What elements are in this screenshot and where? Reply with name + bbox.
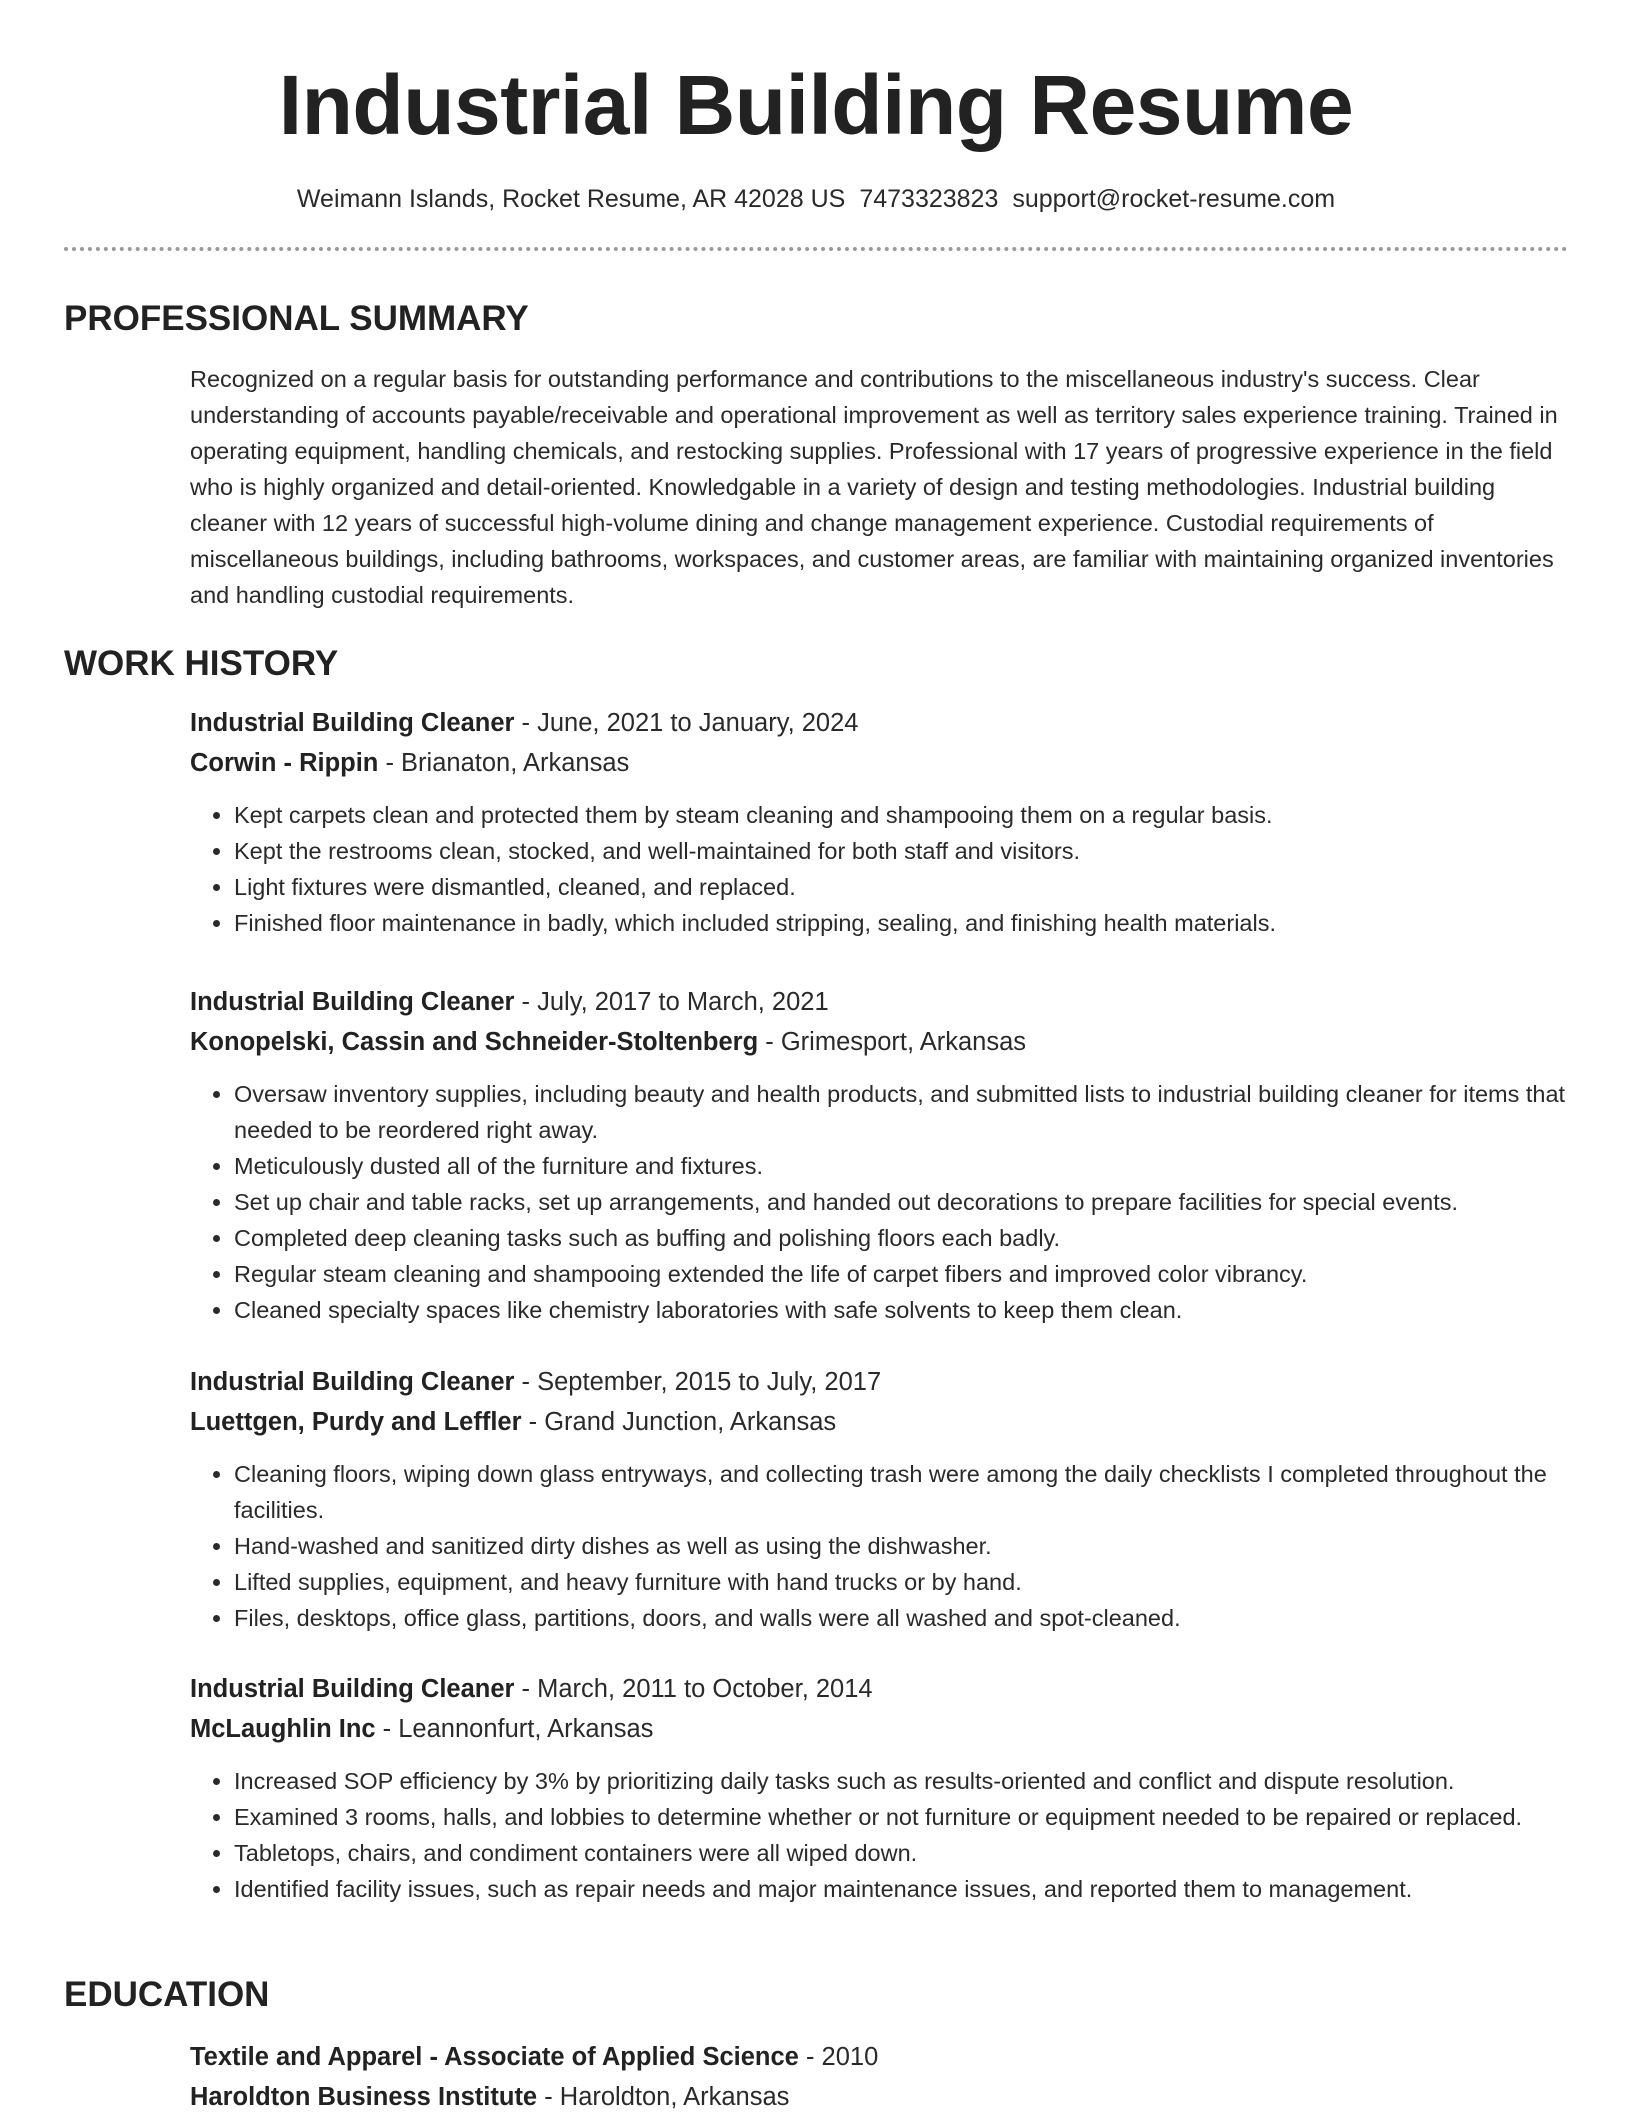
contact-email: support@rocket-resume.com	[1012, 185, 1336, 213]
job-bullet: • Oversaw inventory supplies, including beauty and health products, and submitted lists to industrial building cleaner for items that needed to be reordered right away.	[234, 1076, 1568, 1148]
education-location: - Haroldton, Arkansas	[537, 2083, 790, 2111]
contact-address: Weimann Islands, Rocket Resume, AR 42028 US	[296, 185, 846, 213]
job-role: Industrial Building Cleaner	[190, 1368, 515, 1396]
contact-phone: 7473323823	[859, 185, 999, 213]
job-entry	[190, 982, 1568, 1328]
job-role: Industrial Building Cleaner	[190, 1675, 515, 1703]
job-company-line	[190, 1402, 1568, 1442]
job-bullets	[190, 1456, 1568, 1636]
job-role: Industrial Building Cleaner	[190, 988, 515, 1016]
education-degree-line	[190, 2037, 1568, 2077]
job-bullet: • Light fixtures were dismantled, cleaned, and replaced.	[234, 869, 1568, 905]
job-bullets	[190, 1763, 1568, 1907]
job-bullet: • Hand-washed and sanitized dirty dishes as well as using the dishwasher.	[234, 1528, 1568, 1564]
education-entry	[190, 2037, 1568, 2117]
education-school: Haroldton Business Institute	[190, 2083, 538, 2111]
job-bullet: • Kept the restrooms clean, stocked, and well-maintained for both staff and visitors.	[234, 833, 1568, 869]
header-divider	[64, 247, 1568, 251]
job-company: Konopelski, Cassin and Schneider-Stoltenberg	[190, 1028, 759, 1056]
job-title-line	[190, 1669, 1568, 1709]
job-entry	[190, 703, 1568, 941]
job-bullet: • Increased SOP efficiency by 3% by prioritizing daily tasks such as results-oriented and conflict and dispute resolution.	[234, 1763, 1568, 1799]
job-dates: - September, 2015 to July, 2017	[514, 1368, 882, 1396]
contact-line	[64, 183, 1568, 215]
job-role: Industrial Building Cleaner	[190, 709, 515, 737]
work-history-heading: WORK HISTORY	[64, 644, 339, 683]
job-bullet: • Meticulously dusted all of the furniture and fixtures.	[234, 1148, 1568, 1184]
summary-section	[64, 298, 1568, 613]
education-year: - 2010	[798, 2043, 879, 2071]
job-company: Luettgen, Purdy and Leffler	[190, 1408, 522, 1436]
summary-heading: PROFESSIONAL SUMMARY	[64, 299, 529, 338]
summary-text: Recognized on a regular basis for outstanding performance and contributions to the miscellaneous industry's success. Clear understanding of accounts payable/receivable and operational improvement as well as territory sales experience training. Trained in operating equipment, handling chemicals, and restocking supplies. Professional with 17 years of progressive experience in the field who is highly organized and detail-oriented. Knowledgable in a variety of design and testing methodologies. Industrial building cleaner with 12 years of successful high-volume dining and change management experience. Custodial requirements of miscellaneous buildings, including bathrooms, workspaces, and customer areas, are familiar with maintaining organized inventories and handling custodial requirements.	[190, 366, 1558, 608]
job-bullet: • Finished floor maintenance in badly, which included stripping, sealing, and finishing health materials.	[234, 905, 1568, 941]
job-company: McLaughlin Inc	[190, 1715, 376, 1743]
job-bullet: • Tabletops, chairs, and condiment containers were all wiped down.	[234, 1835, 1568, 1871]
education-section	[64, 1974, 1568, 2016]
job-bullet: • Cleaning floors, wiping down glass entryways, and collecting trash were among the daily checklists I completed throughout the facilities.	[234, 1456, 1568, 1528]
job-location: - Brianaton, Arkansas	[378, 749, 630, 777]
job-bullet: • Set up chair and table racks, set up arrangements, and handed out decorations to prepare facilities for special events.	[234, 1184, 1568, 1220]
job-bullet: • Lifted supplies, equipment, and heavy furniture with hand trucks or by hand.	[234, 1564, 1568, 1600]
resume-title: Industrial Building Resume	[278, 58, 1354, 152]
education-degree: Textile and Apparel - Associate of Applied Science	[190, 2043, 799, 2071]
job-company-line	[190, 743, 1568, 783]
job-bullet: • Kept carpets clean and protected them by steam cleaning and shampooing them on a regular basis.	[234, 797, 1568, 833]
job-location: - Leannonfurt, Arkansas	[375, 1715, 654, 1743]
job-company-line	[190, 1022, 1568, 1062]
job-location: - Grand Junction, Arkansas	[521, 1408, 837, 1436]
job-bullets	[190, 1076, 1568, 1328]
job-title-line	[190, 982, 1568, 1022]
job-title-line	[190, 1362, 1568, 1402]
job-bullet: • Examined 3 rooms, halls, and lobbies to determine whether or not furniture or equipment needed to be repaired or replaced.	[234, 1799, 1568, 1835]
job-location: - Grimesport, Arkansas	[758, 1028, 1027, 1056]
job-bullet: • Identified facility issues, such as repair needs and major maintenance issues, and reported them to management.	[234, 1871, 1568, 1907]
resume-page	[64, 0, 1568, 2111]
job-bullet: • Completed deep cleaning tasks such as buffing and polishing floors each badly.	[234, 1220, 1568, 1256]
job-dates: - June, 2021 to January, 2024	[514, 709, 859, 737]
job-entry	[190, 1362, 1568, 1636]
education-heading: EDUCATION	[64, 1975, 270, 2014]
job-company: Corwin - Rippin	[190, 749, 379, 777]
job-company-line	[190, 1709, 1568, 1749]
job-bullet: • Regular steam cleaning and shampooing extended the life of carpet fibers and improved color vibrancy.	[234, 1256, 1568, 1292]
job-dates: - July, 2017 to March, 2021	[514, 988, 829, 1016]
education-school-line	[190, 2077, 1568, 2117]
job-dates: - March, 2011 to October, 2014	[514, 1675, 873, 1703]
job-bullet: • Files, desktops, office glass, partitions, doors, and walls were all washed and spot-cleaned.	[234, 1600, 1568, 1636]
work-history-section	[64, 643, 1568, 685]
job-bullet: • Cleaned specialty spaces like chemistry laboratories with safe solvents to keep them clean.	[234, 1292, 1568, 1328]
job-entry	[190, 1669, 1568, 1907]
job-bullets	[190, 797, 1568, 941]
job-title-line	[190, 703, 1568, 743]
